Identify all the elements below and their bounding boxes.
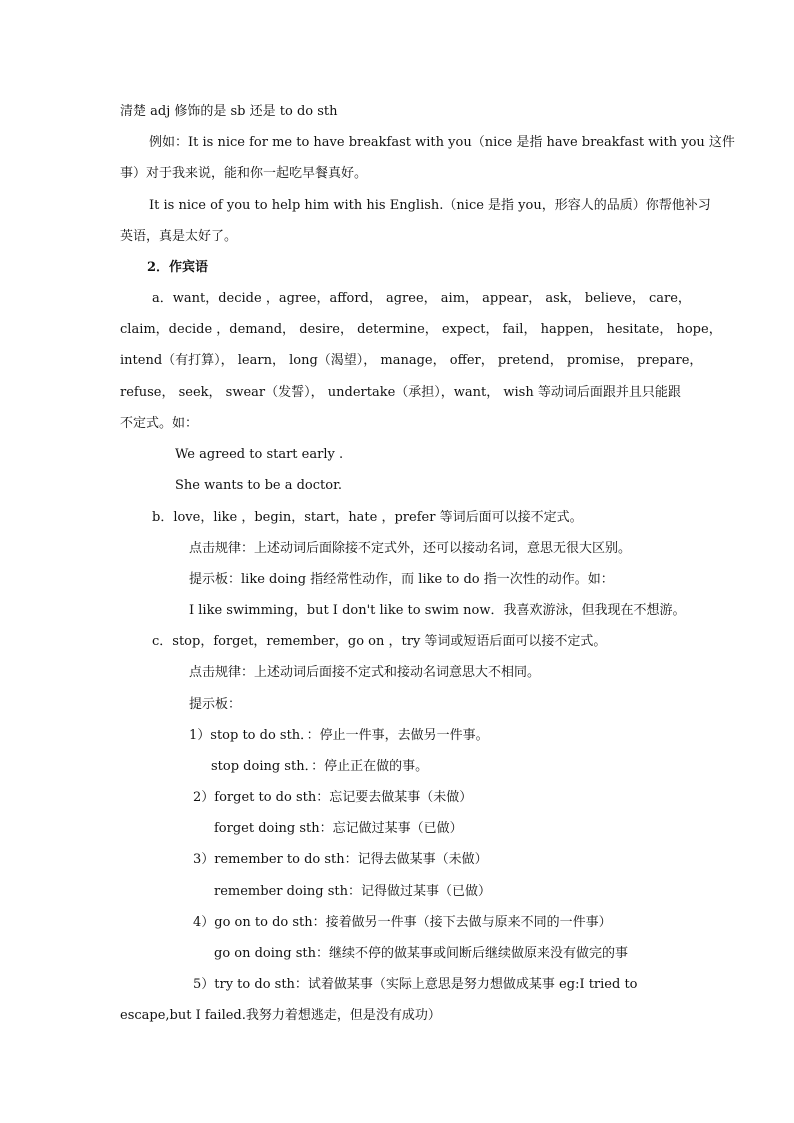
list-item: 5）try to do sth：试着做某事（实际上意思是努力想做成某事 eg:I tried to xyxy=(193,977,638,992)
text-line: 提示板： xyxy=(189,697,242,712)
text-line: 不定式。如： xyxy=(120,416,199,431)
list-item: 4）go on to do sth：接着做另一件事（接下去做与原来不同的一件事） xyxy=(193,915,612,930)
text-line: intend（有打算）， learn， long（渴望）， manage， offer， pretend， promise， prepare， xyxy=(120,353,703,368)
text-line: 提示板：like doing 指经常性动作，而 like to do 指一次性的动作。如： xyxy=(189,572,614,587)
list-item: remember doing sth：记得做过某事（已做） xyxy=(214,884,492,899)
text-line: It is nice of you to help him with his English.（nice 是指 you，形容人的品质）你帮他补习 xyxy=(149,198,711,213)
text-line: c．stop，forget，remember，go on ，try 等词或短语后面可以接不定式。 xyxy=(152,634,607,649)
text-line: escape,but I failed.我努力着想逃走，但是没有成功） xyxy=(120,1008,441,1023)
text-line: b．love，like ，begin，start，hate ，prefer 等词后面可以接不定式。 xyxy=(152,510,583,525)
text-line: a．want，decide ，agree，afford， agree， aim， appear， ask， believe， care， xyxy=(152,291,691,306)
list-item: forget doing sth：忘记做过某事（已做） xyxy=(214,821,463,836)
text-line: 清楚 adj 修饰的是 sb 还是 to do sth xyxy=(120,104,338,119)
example-line: We agreed to start early . xyxy=(175,447,344,462)
text-line: 点击规律：上述动词后面接不定式和接动名词意思大不相同。 xyxy=(189,665,541,680)
text-line: 点击规律：上述动词后面除接不定式外，还可以接动名词，意思无很大区别。 xyxy=(189,541,632,556)
text-line: claim，decide ，demand， desire， determine， expect， fail， happen， hesitate， hope， xyxy=(120,322,722,337)
text-line: 英语，真是太好了。 xyxy=(120,229,238,244)
text-line: I like swimming，but I don't like to swim now．我喜欢游泳，但我现在不想游。 xyxy=(189,603,686,618)
text-line: 例如：It is nice for me to have breakfast with you（nice 是指 have breakfast with you 这件 xyxy=(149,135,735,150)
list-item: 3）remember to do sth：记得去做某事（未做） xyxy=(193,852,488,867)
text-line: 事）对于我来说，能和你一起吃早餐真好。 xyxy=(120,166,368,181)
list-item: go on doing sth：继续不停的做某事或间断后继续做原来没有做完的事 xyxy=(214,946,629,961)
list-item: 2）forget to do sth：忘记要去做某事（未做） xyxy=(193,790,473,805)
list-item: stop doing sth．：停止正在做的事。 xyxy=(211,759,429,774)
text-line: refuse， seek， swear（发誓）， undertake（承担），want， wish 等动词后面跟并且只能跟 xyxy=(120,385,681,400)
section-heading: 2．作宾语 xyxy=(147,260,209,275)
example-line: She wants to be a doctor. xyxy=(175,478,342,493)
list-item: 1）stop to do sth．：停止一件事，去做另一件事。 xyxy=(189,728,489,743)
